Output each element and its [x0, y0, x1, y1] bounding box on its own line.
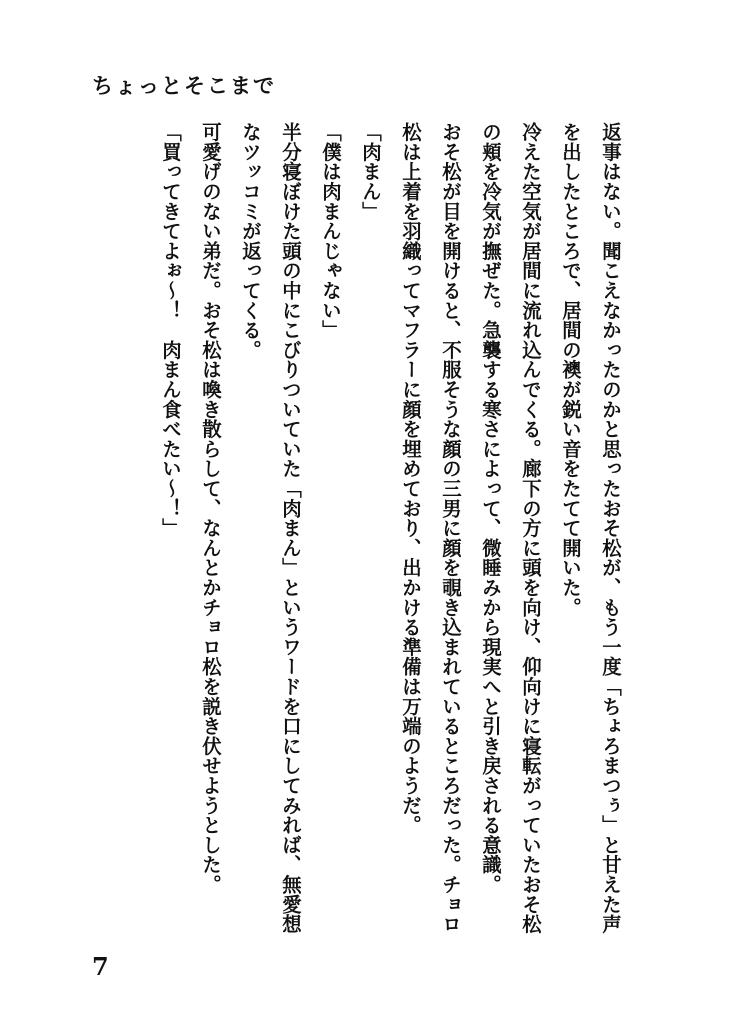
paragraph: 半分寝ぼけた頭の中にこびりついていた「肉まん」というワードを口にしてみれば、無愛想なツッコミが返ってくる。: [239, 122, 302, 934]
page-number: 7: [92, 952, 109, 981]
paragraph: 「肉まん」: [359, 122, 382, 221]
paragraph: 可愛げのない弟だ。おそ松は喚き散らして、なんとかチョロ松を説き伏せようとした。: [199, 122, 222, 895]
paragraph: 「買ってきてよぉ～！ 肉まん食べたい～！」: [159, 122, 182, 538]
paragraph: 返事はない。聞こえなかったのかと思ったおそ松が、もう一度「ちょろまつぅ」と甘えた声を出したところで、居間の襖が鋭い音をたてて開いた。: [559, 122, 622, 934]
paragraph: おそ松が目を開けると、不服そうな顔の三男に顔を覗き込まれているところだった。チョロ松は上着を羽織ってマフラーに顔を埋めており、出かける準備は万端のようだ。: [399, 122, 462, 934]
paragraph: 冷えた空気が居間に流れ込んでくる。廊下の方に頭を向け、仰向けに寝転がっていたおそ松の頬を冷気が撫ぜた。急襲する寒さによって、微睡みから現実へと引き戻される意識。: [479, 122, 542, 934]
running-header: ちょっとそこまで: [92, 73, 276, 98]
paragraph: 「僕は肉まんじゃない」: [319, 122, 342, 340]
body-text: [90, 122, 630, 952]
